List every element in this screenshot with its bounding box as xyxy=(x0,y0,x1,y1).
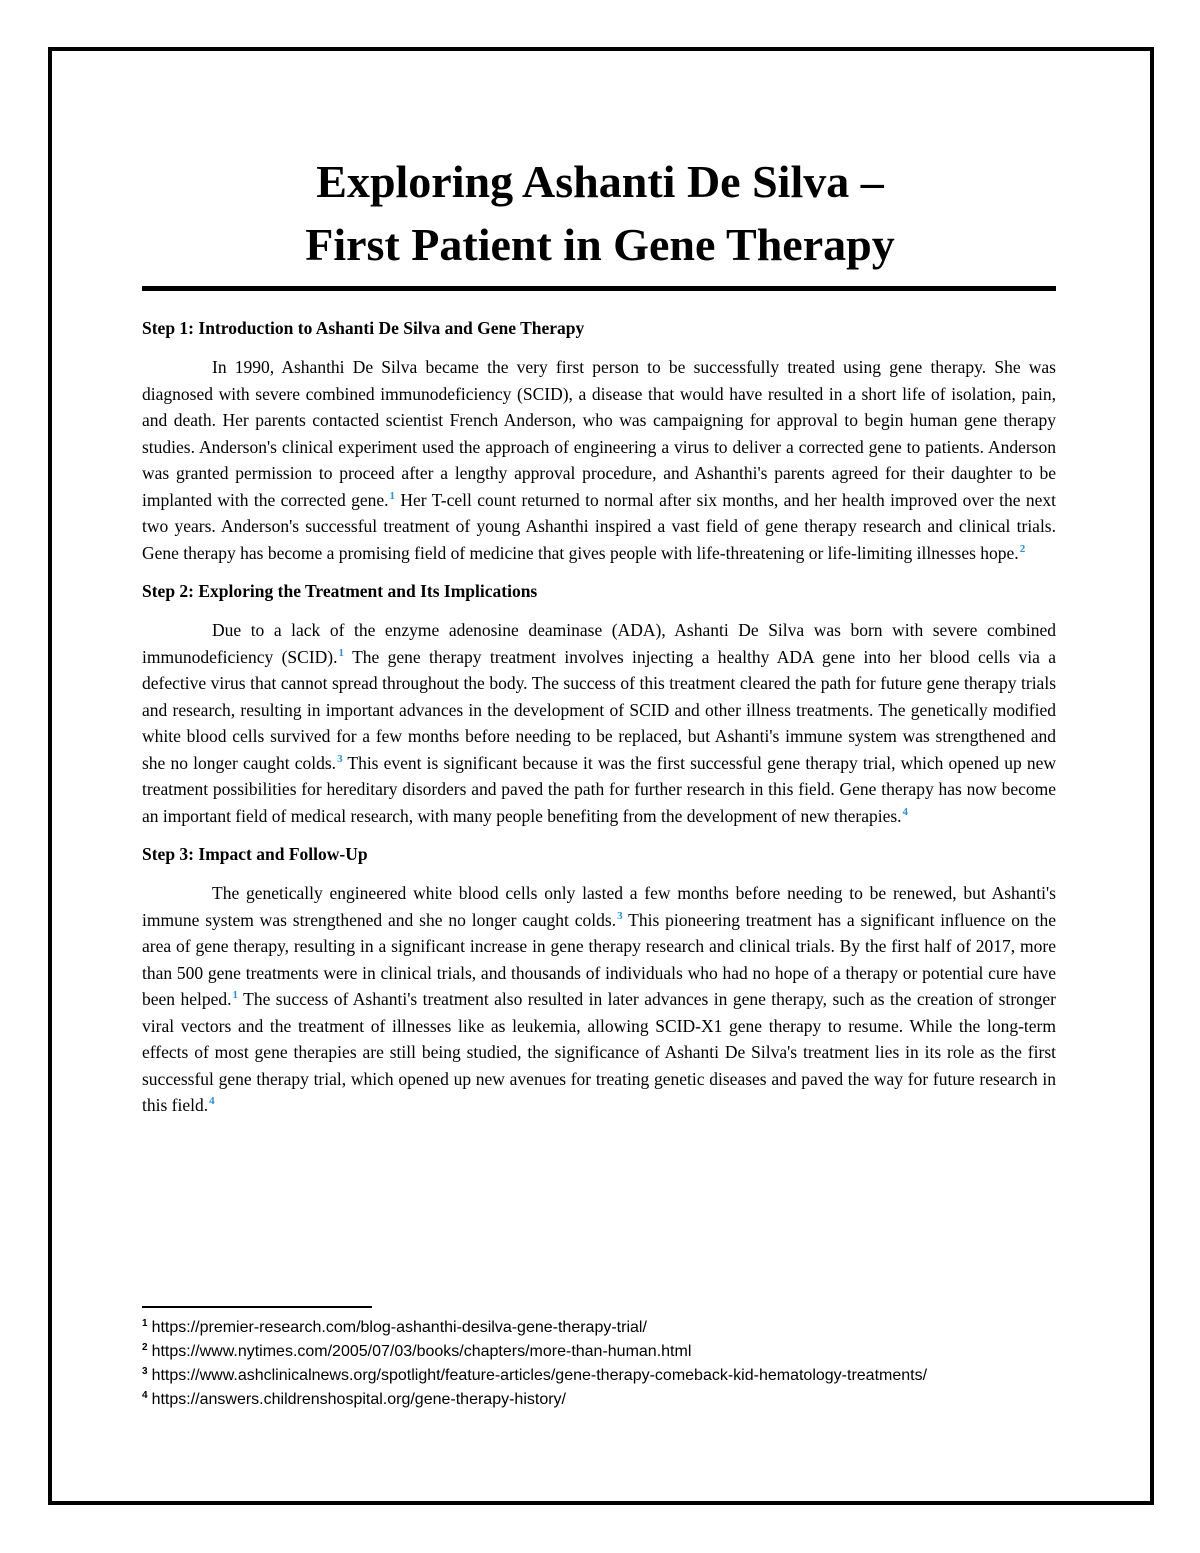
document-body xyxy=(142,315,1056,1131)
footnote-ref[interactable]: 3 xyxy=(617,909,623,922)
section-step-3 xyxy=(142,841,1056,1119)
footnote-number: 4 xyxy=(142,1389,148,1401)
paragraph-text: The success of Ashanti's treatment also resulted in later advances in gene therapy, such as the creation of stronger viral vectors and the treatment of illnesses like as leukemia, allowing SCID-X1 gene therapy to resume. While the long-term effects of most gene therapies are still being studied, the significance of Ashanti De Silva's treatment lies in its role as the first successful gene therapy trial, which opened up new avenues for treating genetic diseases and paved the way for future research in this field. xyxy=(142,989,1056,1115)
document-title xyxy=(0,150,1200,276)
paragraph-text: This pioneering treatment has a significant influence on the area of gene therapy, resulting in a significant increase in gene therapy research and clinical trials. By the first half of 2017, more than 500 gene treatments were in clinical trials, and thousands of individuals who had no hope of a therapy or potential cure have been helped. xyxy=(142,909,1056,1009)
footnote-link[interactable]: https://answers.childrenshospital.org/gene-therapy-history/ xyxy=(151,1391,566,1408)
paragraph-text: Due to a lack of the enzyme adenosine deaminase (ADA), Ashanti De Silva was born with severe combined immunodeficiency (SCID). xyxy=(142,620,1056,667)
footnote-ref[interactable]: 1 xyxy=(338,646,344,659)
footnote-ref[interactable]: 4 xyxy=(902,805,909,818)
title-underline xyxy=(142,286,1056,291)
section-paragraph xyxy=(142,880,1056,1119)
paragraph-text: The genetically engineered white blood cells only lasted a few months before needing to be renewed, but Ashanti's immune system was strengthened and she no longer caught colds. xyxy=(142,883,1056,930)
section-paragraph xyxy=(142,354,1056,566)
footnotes xyxy=(142,1316,1056,1412)
footnote-number: 1 xyxy=(142,1317,148,1329)
paragraph-text: The gene therapy treatment involves injecting a healthy ADA gene into her blood cells via a defective virus that cannot spread throughout the body. The success of this treatment cleared the path for future gene therapy trials and research, resulting in important advances in the development of SCID and other illness treatments. The genetically modified white blood cells survived for a few months before needing to be replaced, but Ashanti's immune system was strengthened and she no longer caught colds. xyxy=(142,646,1057,773)
footnote-number: 2 xyxy=(142,1341,148,1353)
paragraph-text: This event is significant because it was the first successful gene therapy trial, which opened up new treatment possibilities for hereditary disorders and paved the path for further research in this field. Gene therapy has now become an important field of medical research, with many people benefiting from the development of new therapies. xyxy=(142,752,1056,826)
footnote-ref[interactable]: 4 xyxy=(209,1095,215,1108)
section-heading: Step 1: Introduction to Ashanti De Silva and Gene Therapy xyxy=(142,318,585,338)
footnote-ref[interactable]: 1 xyxy=(389,489,395,502)
footnote-ref[interactable]: 3 xyxy=(337,752,343,765)
footnote-number: 3 xyxy=(142,1365,148,1377)
footnote-link[interactable]: https://premier-research.com/blog-ashanthi-desilva-gene-therapy-trial/ xyxy=(151,1319,647,1336)
paragraph-text: Her T-cell count returned to normal after six months, and her health improved over the next two years. Anderson's successful treatment of young Ashanthi inspired a vast field of gene therapy research and clinical trials. Gene therapy has become a promising field of medicine that gives people with life-threatening or life-limiting illnesses hope. xyxy=(142,489,1056,563)
paragraph-text: In 1990, Ashanthi De Silva became the very first person to be successfully treated using gene therapy. She was diagnosed with severe combined immunodeficiency (SCID), a disease that would have resulted in a short life of isolation, pain, and death. Her parents contacted scientist French Anderson, who was campaigning for approval to begin human gene therapy studies. Anderson's clinical experiment used the approach of engineering a virus to deliver a corrected gene to patients. Anderson was granted permission to proceed after a lengthy approval procedure, and Ashanthi's parents agreed for their daughter to be implanted with the corrected gene. xyxy=(142,357,1056,510)
section-step-2 xyxy=(142,578,1056,829)
section-paragraph xyxy=(142,617,1056,829)
footnote-separator xyxy=(142,1306,372,1308)
title-line-2: First Patient in Gene Therapy xyxy=(305,219,895,270)
footnote-item xyxy=(142,1316,1056,1340)
footnote-item xyxy=(142,1364,1056,1388)
footnote-link[interactable]: https://www.ashclinicalnews.org/spotlight/feature-articles/gene-therapy-comeback-kid-hematology-treatments/ xyxy=(151,1367,928,1384)
footnote-item xyxy=(142,1340,1056,1364)
footnote-ref[interactable]: 1 xyxy=(232,989,239,1002)
section-heading: Step 2: Exploring the Treatment and Its Implications xyxy=(142,581,538,601)
footnote-item xyxy=(142,1388,1056,1412)
footnote-link[interactable]: https://www.nytimes.com/2005/07/03/books/chapters/more-than-human.html xyxy=(151,1343,692,1360)
section-step-1 xyxy=(142,315,1056,566)
footnote-ref[interactable]: 2 xyxy=(1019,542,1026,555)
section-heading: Step 3: Impact and Follow-Up xyxy=(142,844,368,864)
title-line-1: Exploring Ashanti De Silva – xyxy=(316,156,884,207)
